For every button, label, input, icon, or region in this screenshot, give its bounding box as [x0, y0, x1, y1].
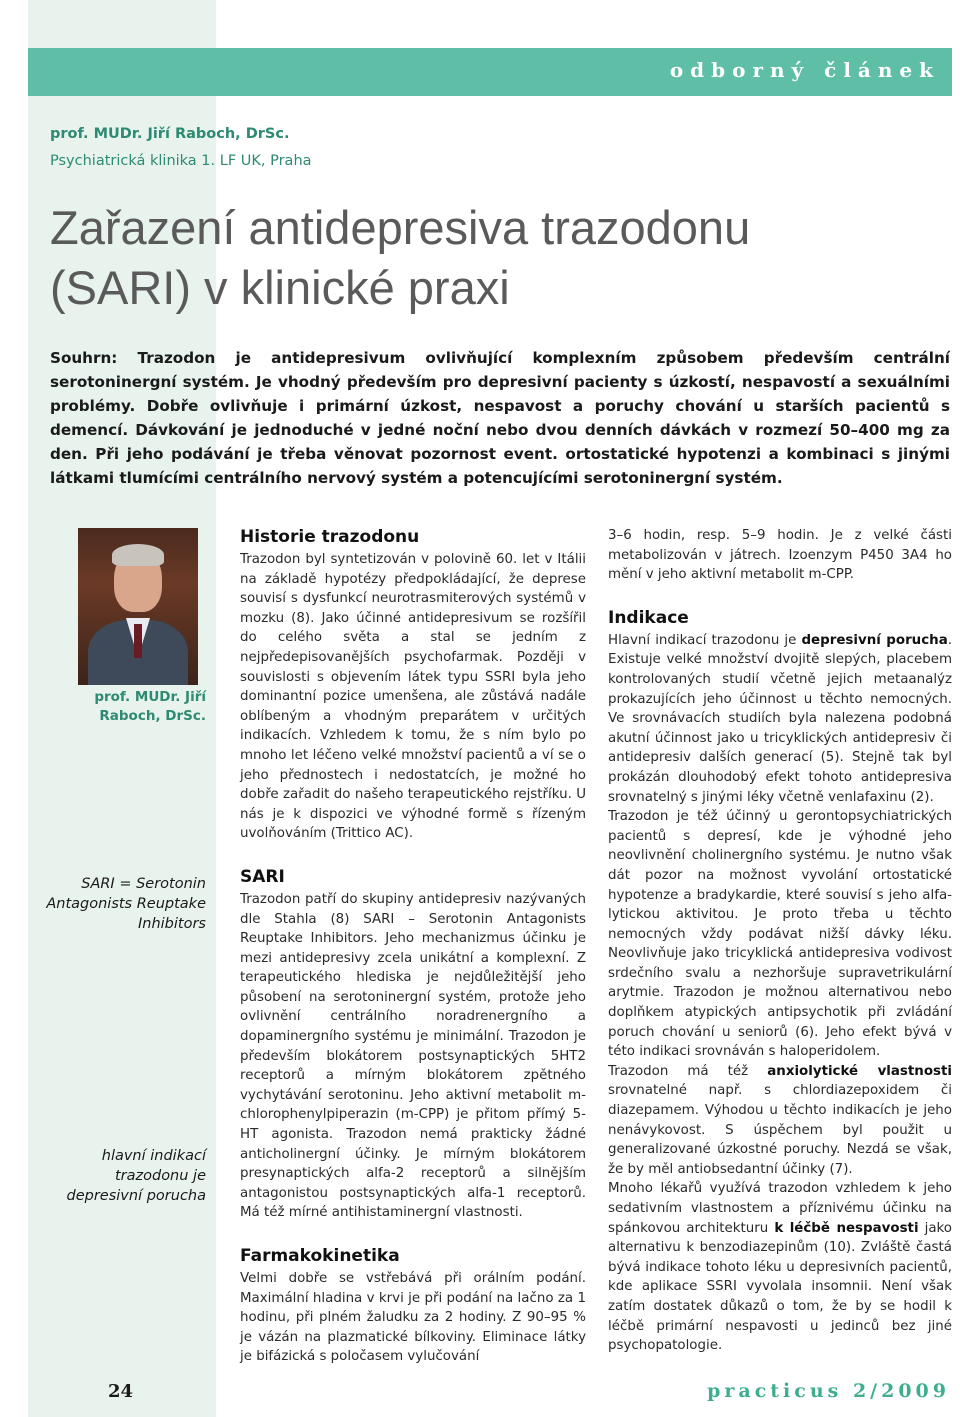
heading-sari: SARI — [240, 866, 285, 887]
author-name: prof. MUDr. Jiří Raboch, DrSc. — [50, 126, 290, 142]
photo-caption — [60, 688, 206, 726]
paragraph-indication-anxiety: Trazodon má též anxiolytické vlastnosti srovnatelné např. s chlordiazepoxidem či diazepamem. Výhodou u těchto indikacích je jeho nenávykovost. S úspěchem byl použit u generalizované úzkostné poruchy. Nezdá se však, že by měl antiobsedantní účinky (7). — [608, 1063, 952, 1177]
paragraph-pharmacokinetics: Velmi dobře se vstřebává při orálním podání. Maximální hladina v krvi je při podání na lačno za 1 hodinu, při plném žaludku za 2 hodiny. Z 90–95 % je vázán na plazmatické bílkoviny. Eliminace látky je bifázická s poločasem vylučování — [240, 1271, 586, 1365]
pull-quote-indication: hlavní indikací trazodonu je depresivní porucha — [66, 1148, 206, 1204]
author-photo — [78, 528, 198, 685]
paragraph-indication-geriatric: Trazodon je též účinný u gerontopsychiatrických pacientů s depresí, kde je výhodné jeho neovlivnění cholinergního systému. Je nutno však dát pozor na možnost vyvolání ortostatické hypotenze a bradykardie, které souvisí s jeho alfa-lytickou aktivitou. Je proto třeba u těchto nemocných vždy podávat nižší dávky léku. Neovlivňuje jako tricyklická antidepresiva vodivost srdečního svalu a nezhoršuje supravetrikulární arytmie. Trazodon je možnou alternativou nebo doplňkem atypických antipsychotik při zvládání poruch chování u seniorů (6). Jeho efekt bývá v této indikaci srovnáván s haloperidolem. — [608, 809, 952, 1060]
heading-indications: Indikace — [608, 607, 689, 628]
paragraph-indication-depression: Hlavní indikací trazodonu je depresivní porucha. Existuje velké množství dvojitě slepých, placebem kontrolovaných studií včetně jejich metaanalýz prokazujících jeho účinnost u těchto nemocných. Ve srovnávacích studiích byla nalezena podobná akutní účinnost jako u tricyklických antidepresiv či antidepresiv dalších generací (5). Stejně tak byl prokázán dlouhodobý efekt tohoto antidepresiva srovnatelný s jinými léky včetně venlafaxinu (2). — [608, 632, 952, 805]
text-column-2 — [608, 526, 952, 1356]
paragraph-sari: Trazodon patří do skupiny antidepresiv nazývaných dle Stahla (8) SARI – Serotonin Antagonists Reuptake Inhibitors. Jeho mechanizmus účinku je mezi antidepresivy zcela unikátní a komplexní. Z terapeutického hlediska je nejdůležitější jeho působení na serotoninergní systém, protože jeho ovlivnění centrálního noradrenergního a dopaminergního systému je minimální. Trazodon je především blokátorem postsynaptických 5HT2 receptorů a mírným blokátorem zpětného vychytávání serotoninu. Jeho aktivní metabolit m-chlorophenylpiperazin (m-CPP) je přitom přímý 5-HT agonista. Trazodon nemá prakticky žádné anticholinergní účinky. Je mírným blokátorem presynaptických alfa-2 receptorů a silnějším antagonistou postsynaptických alfa-1 receptorů. Má též mírné antihistaminergní vlastnosti. — [240, 891, 586, 1221]
heading-history: Historie trazodonu — [240, 527, 420, 547]
article-title — [50, 198, 930, 318]
text-column-1 — [240, 526, 586, 1367]
heading-pharmacokinetics: Farmakokinetika — [240, 1246, 400, 1266]
magazine-issue: practicus 2/2009 — [707, 1380, 950, 1402]
article-summary: Souhrn: Trazodon je antidepresivum ovlivňující komplexním způsobem především centrální serotoninergní systém. Je vhodný především pro depresivní pacienty s úzkostí, nespavostí a sexuálními problémy. Dobře ovlivňuje i primární úzkost, nespavost a poruchy chování u starších pacientů s demencí. Dávkování je jednoduché v jedné noční nebo dvou denních dávkách v rozmezí 50–400 mg za den. Při jeho podávání je třeba věnovat pozornost event. ortostatické hypotenzi a kombinaci s jinými látkami tlumícími centrálního nervový systém a potencujícími serotoninergní systém. — [50, 349, 950, 487]
paragraph-history: Trazodon byl syntetizován v polovině 60. let v Itálii na základě hypotézy předpokládající, že deprese souvisí s dysfunkcí neurotrasmiterových systémů v mozku (8). Jako účinné antidepresivum se rozšířil do celého světa a stal se jedním z nejpředepisovanějších psychofarmak. Později v souvislosti s objevením látek typu SSRI byla jeho dominantní pozice umenšena, ale zůstává nadále oblíbeným a vhodným preparátem v určitých indikacích. Vzhledem k tomu, že s ním bylo po mnoho let léčeno velké množství pacientů a ví se o jeho přednostech i nedostatcích, je možné ho dobře zařadit do našeho terapeutického rejstříku. U nás je k dispozici ve výhodné formě s řízeným uvolňováním (Trittico AC). — [240, 552, 586, 842]
photo-caption-line-2: Raboch, DrSc. — [99, 708, 206, 724]
pull-quote-sari: SARI = Serotonin Antagonists Reuptake Inhibitors — [46, 876, 206, 932]
title-line-2: (SARI) v klinické praxi — [50, 261, 510, 314]
page-number: 24 — [108, 1381, 134, 1402]
author-affiliation: Psychiatrická klinika 1. LF UK, Praha — [50, 153, 312, 169]
paragraph-indication-insomnia: Mnoho lékařů využívá trazodon vzhledem k jeho sedativním vlastnostem a příznivému účinku na spánkovou architekturu k léčbě nespavosti jako alternativu k benzodiazepinům (10). Zvláště častá bývá indikace tohoto léku u depresivních pacientů, kde aplikace SSRI vyvolala insomnii. Není však zatím dostatek důkazů o tom, že by se hodil k léčbě primární nespavosti u jedinců bez jiné psychopatologie. — [608, 1181, 953, 1354]
title-line-1: Zařazení antidepresiva trazodonu — [50, 201, 751, 254]
section-label: odborný článek — [669, 58, 940, 82]
paragraph-pharmacokinetics-continued: 3–6 hodin, resp. 5–9 hodin. Je z velké části metabolizován v játrech. Izoenzym P450 3A4 ho mění v jeho aktivní metabolit m-CPP. — [608, 528, 952, 583]
photo-caption-line-1: prof. MUDr. Jiří — [94, 689, 206, 705]
